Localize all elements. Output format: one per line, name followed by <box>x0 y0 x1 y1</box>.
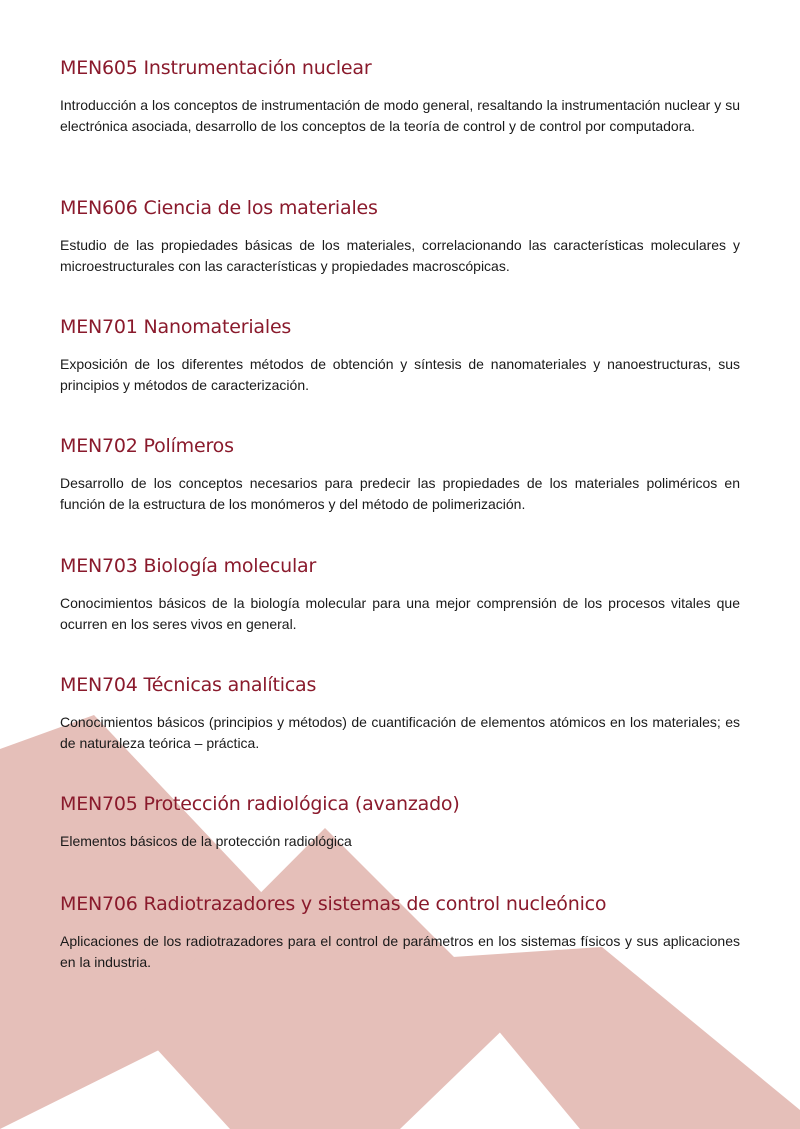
course-item <box>60 674 740 754</box>
course-description: Aplicaciones de los radiotrazadores para el control de parámetros en los sistemas físicos y sus aplicaciones en la industria. <box>60 933 740 970</box>
course-description: Exposición de los diferentes métodos de obtención y síntesis de nanomateriales y nanoestructuras, sus principios y métodos de caracterización. <box>60 356 740 393</box>
course-title: MEN704 Técnicas analíticas <box>60 674 317 696</box>
course-description: Conocimientos básicos (principios y métodos) de cuantificación de elementos atómicos en los materiales; es de naturaleza teórica – práctica. <box>60 714 740 751</box>
course-item <box>60 555 740 635</box>
course-item <box>60 893 740 973</box>
course-description: Elementos básicos de la protección radiológica <box>60 833 352 849</box>
course-description: Conocimientos básicos de la biología molecular para una mejor comprensión de los procesos vitales que ocurren en los seres vivos en general. <box>60 595 740 632</box>
course-item <box>60 57 740 137</box>
course-description: Desarrollo de los conceptos necesarios para predecir las propiedades de los materiales poliméricos en función de la estructura de los monómeros y del método de polimerización. <box>60 475 740 512</box>
course-title: MEN705 Protección radiológica (avanzado) <box>60 793 460 815</box>
course-title: MEN702 Polímeros <box>60 435 234 457</box>
course-item <box>60 316 740 396</box>
course-item <box>60 197 740 277</box>
course-title: MEN703 Biología molecular <box>60 555 317 577</box>
course-title: MEN701 Nanomateriales <box>60 316 292 338</box>
course-item <box>60 793 740 852</box>
course-title: MEN706 Radiotrazadores y sistemas de control nucleónico <box>60 893 607 915</box>
course-title: MEN606 Ciencia de los materiales <box>60 197 378 219</box>
course-description: Estudio de las propiedades básicas de los materiales, correlacionando las características moleculares y microestructurales con las características y propiedades macroscópicas. <box>60 237 740 274</box>
course-item <box>60 435 740 515</box>
course-description: Introducción a los conceptos de instrumentación de modo general, resaltando la instrumentación nuclear y su electrónica asociada, desarrollo de los conceptos de la teoría de control y de control por computadora. <box>60 97 740 134</box>
course-title: MEN605 Instrumentación nuclear <box>60 57 372 79</box>
